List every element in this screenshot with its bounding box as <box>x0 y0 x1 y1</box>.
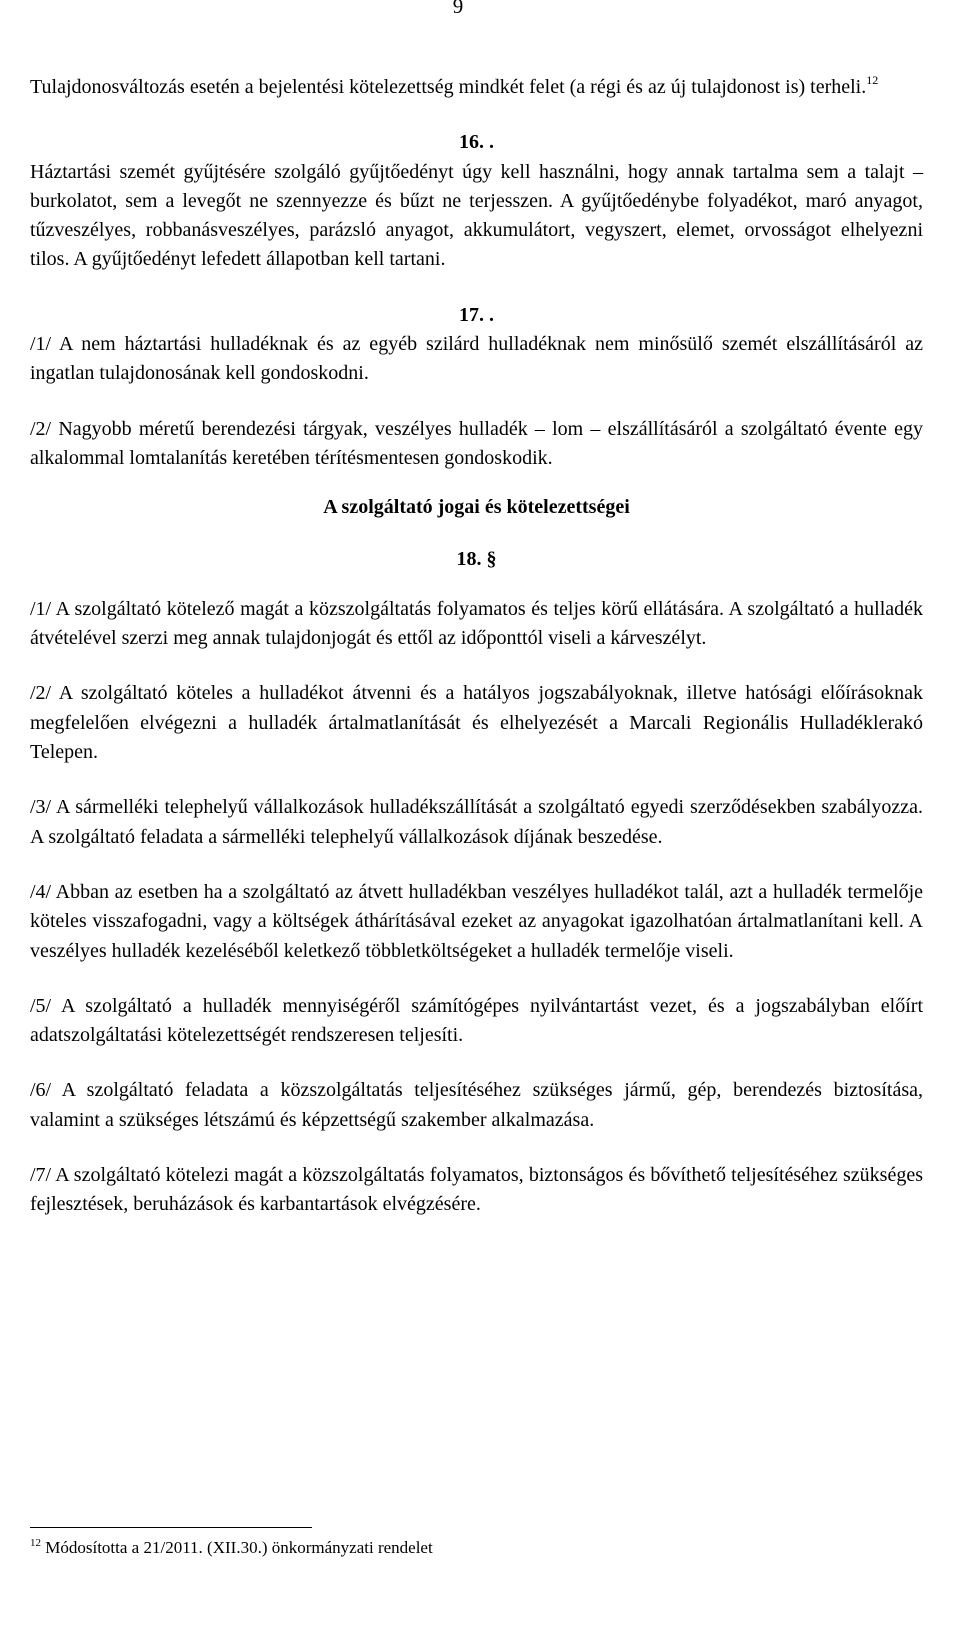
section-16-text: Háztartási szemét gyűjtésére szolgáló gyűjtőedényt úgy kell használni, hogy annak tartalma sem a talajt – burkolatot, sem a levegőt ne szennyezze és bűzt ne terjesszen. A gyűjtőedénybe folyadékot, maró anyagot, tűzveszélyes, robbanásveszélyes, parázsló anyagot, akkumulátort, vegyszert, elemet, orvosságot elhelyezni tilos. A gyűjtőedényt lefedett állapotban kell tartani. <box>30 160 923 271</box>
section-18-paragraph-4: /4/ Abban az esetben ha a szolgáltató az átvett hulladékban veszélyes hulladékot talál, azt a hulladék termelője köteles visszafogadni, vagy a költségek áthárításával ezeket az anyagokat igazolhatóan ártalmatlanítani kell. A veszélyes hulladék kezeléséből keletkező többletköltségeket a hulladék termelője viseli. <box>30 880 923 962</box>
footnote-reference: 12 <box>866 73 879 87</box>
section-16-title: 16. . <box>459 131 494 154</box>
footnote-marker: 12 <box>30 1537 41 1549</box>
document-body <box>30 73 923 1220</box>
paragraph-ownership-change: Tulajdonosváltozás esetén a bejelentési kötelezettség mindkét felet (a régi és az új tulajdonost is) terheli.$^{12}$ <box>30 73 879 98</box>
footnote-text: Módosította a 21/2011. (XII.30.) önkormányzati rendelet <box>45 1538 433 1557</box>
section-18-paragraph-5: /5/ A szolgáltató a hulladék mennyiségéről számítógépes nyilvántartást vezet, és a jogszabályban előírt adatszolgáltatási kötelezettségét rendszeresen teljesíti. <box>30 994 923 1047</box>
section-18-paragraph-2: /2/ A szolgáltató köteles a hulladékot átvenni és a hatályos jogszabályoknak, illetve hatósági előírásoknak megfelelően elvégezni a hulladék ártalmatlanítását és elhelyezését a Marcali Regionális Hulladéklerakó Telepen. <box>30 682 923 764</box>
page-number: 9 <box>452 0 464 18</box>
footnote-separator <box>30 1527 312 1528</box>
section-18-paragraph-7: /7/ A szolgáltató kötelezi magát a közszolgáltatás folyamatos, biztonságos és bővíthető teljesítéséhez szükséges fejlesztések, beruházások és karbantartások elvégzésére. <box>30 1164 923 1216</box>
footnote <box>30 1537 433 1559</box>
section-18-title: 18. § <box>456 547 497 570</box>
section-18-paragraph-6: /6/ A szolgáltató feladata a közszolgáltatás teljesítéséhez szükséges jármű, gép, berendezés biztosítása, valamint a szükséges létszámú és képzettségű szakember alkalmazása. <box>30 1079 923 1131</box>
section-17-paragraph-1: /1/ A nem háztartási hulladéknak és az egyéb szilárd hulladéknak nem minősülő szemét elszállításáról az ingatlan tulajdonosának kell gondoskodni. <box>30 333 923 385</box>
section-18-paragraph-3: /3/ A sármelléki telephelyű vállalkozások hulladékszállítását a szolgáltató egyedi szerződésekben szabályozza. A szolgáltató feladata a sármelléki telephelyű vállalkozások díjának beszedése. <box>30 796 923 848</box>
chapter-heading: A szolgáltató jogai és kötelezettségei <box>323 496 630 519</box>
section-17-title: 17. . <box>459 303 494 326</box>
section-17-paragraph-2: /2/ Nagyobb méretű berendezési tárgyak, veszélyes hulladék – lom – elszállításáról a szolgáltató évente egy alkalommal lomtalanítás keretében térítésmentesen gondoskodik. <box>30 417 923 469</box>
section-18-paragraph-1: /1/ A szolgáltató kötelező magát a közszolgáltatás folyamatos és teljes körű ellátására. A szolgáltató a hulladék átvételével szerzi meg annak tulajdonjogát és ettől az időponttól viseli a kárveszélyt. <box>30 597 923 650</box>
section-sign-icon: § <box>486 547 497 570</box>
